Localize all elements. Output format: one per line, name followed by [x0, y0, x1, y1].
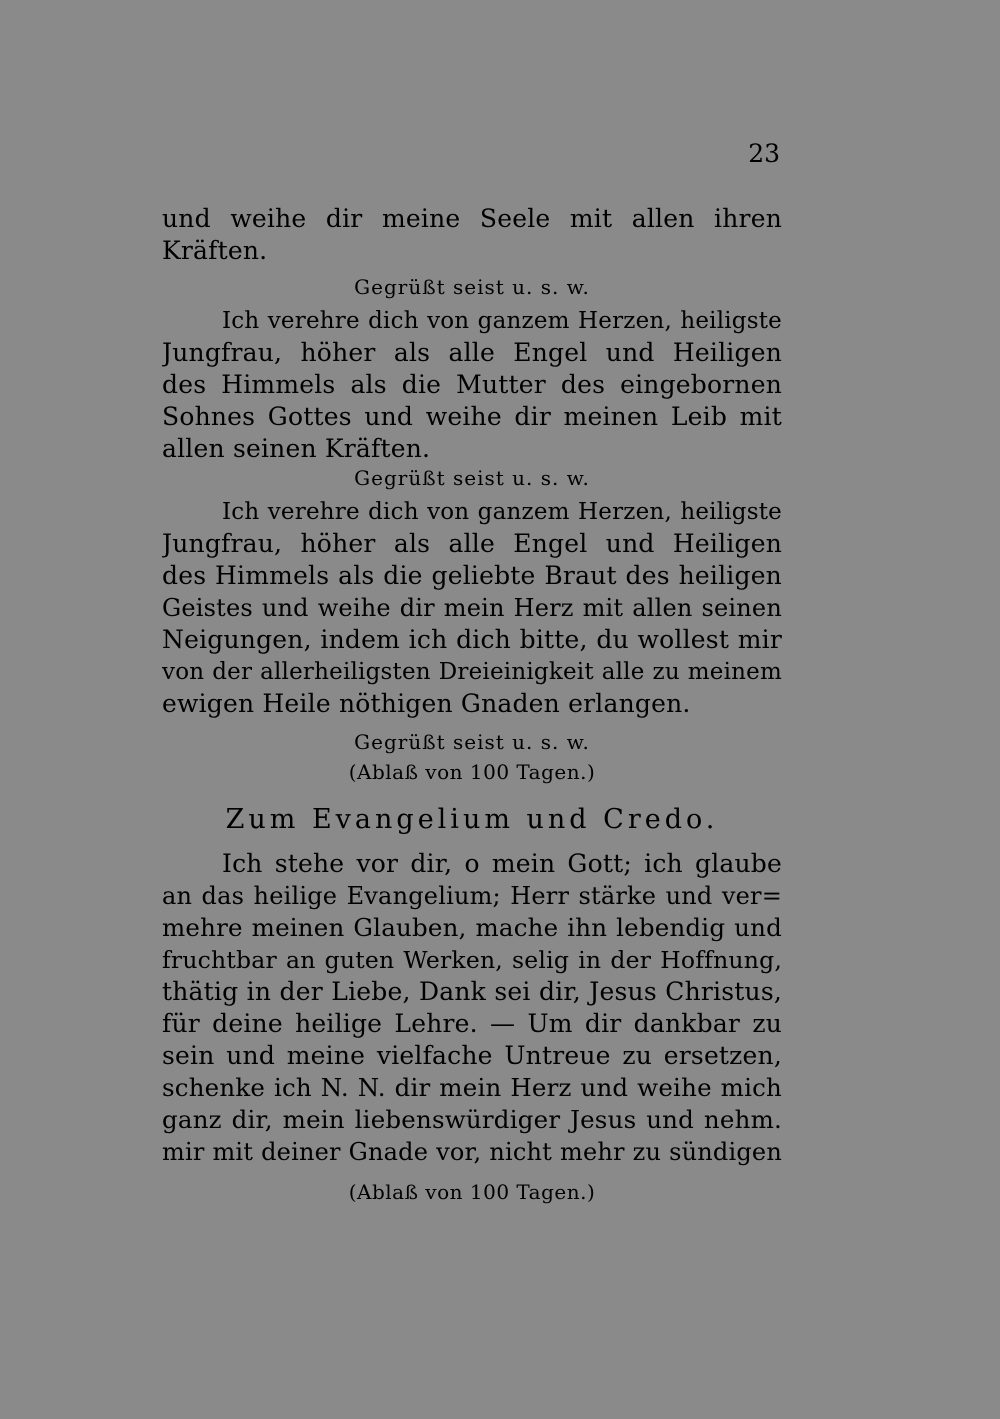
text-line: sein und meine vielfache Untreue zu ersetzen,: [162, 1041, 782, 1070]
text-line: für deine heilige Lehre. — Um dir dankbar zu: [162, 1009, 782, 1038]
page-number: 23: [748, 139, 780, 168]
text-line: ewigen Heile nöthigen Gnaden erlangen.: [162, 689, 691, 718]
text-line: mehre meinen Glauben, mache ihn lebendig und: [162, 913, 782, 942]
greeting-refrain: Gegrüßt seist u. s. w.: [354, 275, 590, 299]
paragraph-continuation: [162, 203, 782, 267]
text-line: von der allerheiligsten Dreieinigkeit alle zu meinem: [162, 659, 782, 685]
indulgence-note: (Ablaß von 100 Tagen.): [348, 760, 596, 784]
text-line: Ich verehre dich von ganzem Herzen, heiligste: [222, 308, 782, 334]
paragraph-gospel: [162, 848, 782, 1168]
text-line: des Himmels als die geliebte Braut des heiligen: [162, 561, 782, 590]
text-line: und weihe dir meine Seele mit allen ihren: [162, 204, 782, 233]
text-line: schenke ich N. N. dir mein Herz und weihe mich: [162, 1073, 782, 1102]
text-line: allen seinen Kräften.: [162, 434, 431, 463]
text-line: fruchtbar an guten Werken, selig in der Hoffnung,: [162, 946, 782, 974]
text-line: Sohnes Gottes und weihe dir meinen Leib mit: [162, 402, 782, 431]
text-line: Jungfrau, höher als alle Engel und Heiligen: [162, 529, 782, 558]
text-line: Kräften.: [162, 236, 268, 265]
text-line: Ich verehre dich von ganzem Herzen, heiligste: [222, 499, 782, 525]
paragraph-mother: [162, 305, 782, 465]
text-line: thätig in der Liebe, Dank sei dir, Jesus Christus,: [162, 977, 782, 1006]
text-line: ganz dir, mein liebenswürdiger Jesus und nehm.: [162, 1105, 782, 1134]
greeting-refrain: Gegrüßt seist u. s. w.: [354, 730, 590, 754]
greeting-refrain: Gegrüßt seist u. s. w.: [354, 466, 590, 490]
indulgence-note: (Ablaß von 100 Tagen.): [348, 1180, 596, 1204]
text-line: Neigungen, indem ich dich bitte, du wollest mir: [162, 625, 782, 654]
text-line: mir mit deiner Gnade vor, nicht mehr zu sündigen: [162, 1138, 782, 1166]
text-line: Ich stehe vor dir, o mein Gott; ich glaube: [222, 849, 782, 878]
section-heading: Zum Evangelium und Credo.: [225, 804, 719, 835]
text-line: Geistes und weihe dir mein Herz mit allen seinen: [162, 594, 782, 622]
text-line: Jungfrau, höher als alle Engel und Heiligen: [162, 338, 782, 367]
paragraph-bride: [162, 496, 782, 720]
text-line: des Himmels als die Mutter des eingebornen: [162, 370, 782, 399]
text-line: an das heilige Evangelium; Herr stärke und ver=: [162, 882, 782, 910]
